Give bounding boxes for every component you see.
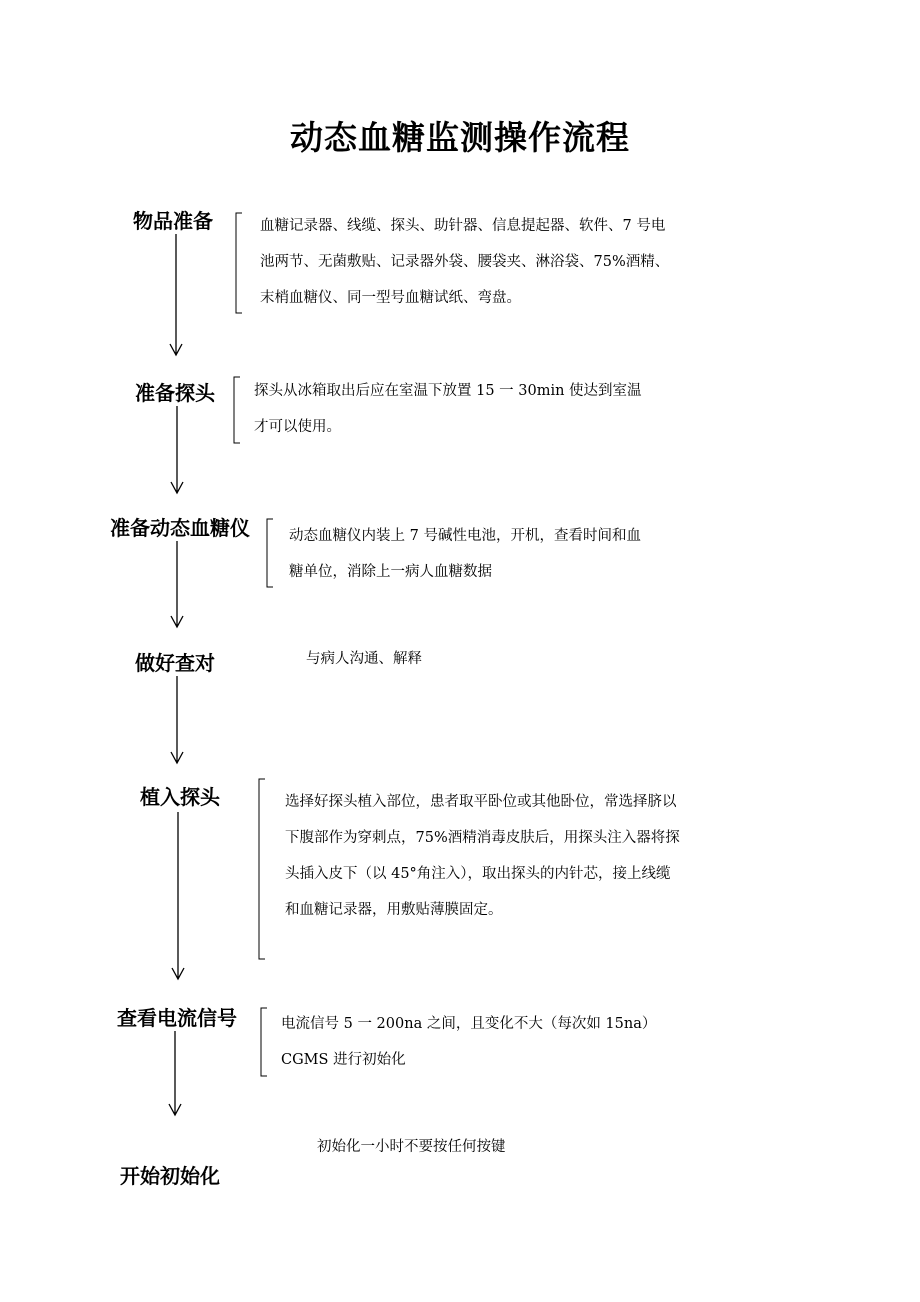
description-line: 初始化一小时不要按任何按键 bbox=[317, 1139, 506, 1155]
page-title: 动态血糖监测操作流程 bbox=[290, 118, 630, 157]
description-line: CGMS 进行初始化 bbox=[281, 1052, 406, 1068]
step-label-verify: 做好查对 bbox=[135, 651, 215, 675]
flow-arrow-down bbox=[170, 541, 184, 630]
step-description-check-current-signal bbox=[281, 1006, 656, 1078]
step-description-prepare-probe bbox=[254, 373, 642, 445]
step-description-verify bbox=[306, 641, 422, 677]
step-label-prepare-probe: 准备探头 bbox=[135, 381, 215, 405]
description-line: 动态血糖仪内装上 7 号碱性电池，开机，查看时间和血 bbox=[289, 528, 641, 544]
step-label-prepare-cgm-device: 准备动态血糖仪 bbox=[110, 516, 250, 540]
flow-arrow-down bbox=[169, 234, 183, 358]
description-bracket bbox=[257, 778, 267, 960]
description-bracket bbox=[234, 212, 244, 314]
flow-arrow-down bbox=[171, 812, 185, 982]
step-label-check-current-signal: 查看电流信号 bbox=[117, 1006, 237, 1030]
description-line: 糖单位，消除上一病人血糖数据 bbox=[289, 564, 492, 580]
step-description-insert-probe bbox=[285, 784, 680, 928]
description-line: 头插入皮下（以 45°角注入），取出探头的内针芯，接上线缆 bbox=[285, 866, 671, 882]
step-label-start-initialization: 开始初始化 bbox=[120, 1164, 220, 1188]
description-line: 与病人沟通、解释 bbox=[306, 651, 422, 667]
description-bracket bbox=[232, 376, 242, 444]
step-description-start-initialization bbox=[317, 1129, 506, 1165]
description-line: 选择好探头植入部位，患者取平卧位或其他卧位，常选择脐以 bbox=[285, 794, 677, 810]
description-line: 下腹部作为穿刺点，75%酒精消毒皮肤后，用探头注入器将探 bbox=[285, 830, 680, 846]
description-line: 池两节、无菌敷贴、记录器外袋、腰袋夹、淋浴袋、75%酒精、 bbox=[260, 254, 670, 270]
step-label-prepare-supplies: 物品准备 bbox=[133, 209, 213, 233]
step-label-insert-probe: 植入探头 bbox=[140, 785, 220, 809]
description-line: 探头从冰箱取出后应在室温下放置 15 一 30min 使达到室温 bbox=[254, 383, 642, 399]
flow-arrow-down bbox=[170, 676, 184, 766]
description-bracket bbox=[265, 518, 275, 588]
description-line: 才可以使用。 bbox=[254, 419, 341, 435]
description-line: 和血糖记录器，用敷贴薄膜固定。 bbox=[285, 902, 503, 918]
description-line: 电流信号 5 一 200na 之间，且变化不大（每次如 15na） bbox=[281, 1016, 657, 1032]
description-bracket bbox=[259, 1007, 269, 1077]
step-description-prepare-supplies bbox=[260, 208, 669, 316]
flow-arrow-down bbox=[168, 1031, 182, 1118]
description-line: 末梢血糖仪、同一型号血糖试纸、弯盘。 bbox=[260, 290, 521, 306]
flow-arrow-down bbox=[170, 406, 184, 496]
description-line: 血糖记录器、线缆、探头、助针器、信息提起器、软件、7 号电 bbox=[260, 218, 666, 234]
step-description-prepare-cgm-device bbox=[289, 518, 641, 590]
